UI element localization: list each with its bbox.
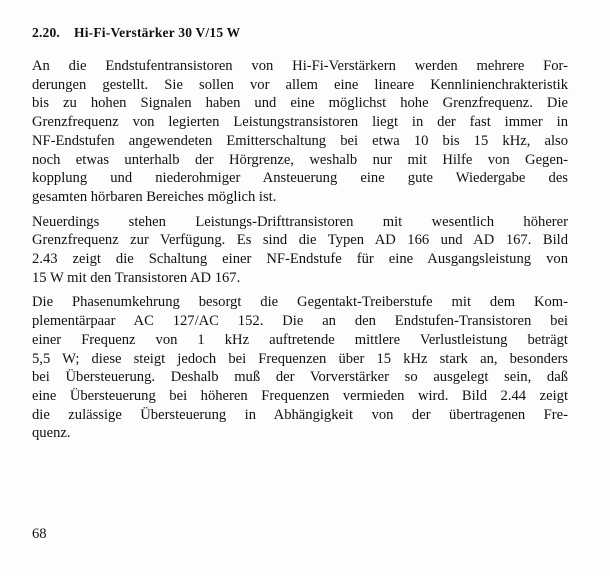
text-line: eine Übersteuerung bei höheren Frequenzen vermieden wird. Bild 2.44 zeigt [32,387,568,404]
section-number: 2.20. [32,25,60,40]
text-line: 2.43 zeigt die Schaltung einer NF-Endstufe für eine Ausgangsleistung von [32,251,568,268]
body-text [32,57,568,449]
text-line: An die Endstufentransistoren von Hi-Fi-Verstärkern werden mehrere For- [32,58,568,74]
text-line: bis zu hohen Signalen haben und eine möglichst hohe Grenzfrequenz. Die [32,95,568,112]
text-line: die zulässige Übersteuerung in Abhängigkeit von der übertragenen Fre- [32,406,568,423]
text-line: plementärpaar AC 127/AC 152. Die an den Endstufen-Transistoren bei [32,313,568,330]
text-line: Neuerdings stehen Leistungs-Drifttransistoren mit wesentlich höherer [32,213,568,230]
text-line: noch etwas unterhalb der Hörgrenze, weshalb nur mit Hilfe von Gegen- [32,151,568,168]
text-line: quenz. [32,425,71,442]
text-line: NF-Endstufen angewendeten Emitterschaltung bei etwa 10 bis 15 kHz, also [32,132,568,149]
section-heading [32,25,240,41]
text-line: bei Übersteuerung. Deshalb muß der Vorverstärker so ausgelegt sein, daß [32,369,568,386]
section-title: Hi-Fi-Verstärker 30 V/15 W [74,25,241,40]
text-line: kopplung und niederohmiger Ansteuerung eine gute Wiedergabe des [32,170,568,187]
text-line: gesamten hörbaren Bereiches möglich ist. [32,188,277,205]
paragraph-1 [32,57,568,207]
text-line: Die Phasenumkehrung besorgt die Gegentakt-Treiberstufe mit dem Kom- [32,294,568,311]
paragraph-2 [32,213,568,288]
text-line: Grenzfrequenz zur Verfügung. Es sind die Typen AD 166 und AD 167. Bild [32,232,568,249]
text-line: 15 W mit den Transistoren AD 167. [32,269,241,286]
text-line: derungen gestellt. Sie sollen vor allem eine lineare Kennlinienchrakteristik [32,76,568,93]
text-line: einer Frequenz von 1 kHz auftretende mittlere Verlustleistung beträgt [32,331,568,348]
text-line: Grenzfrequenz von legierten Leistungstransistoren liegt in der fast immer in [32,114,568,131]
paragraph-3 [32,293,568,443]
text-line: 5,5 W; diese steigt jedoch bei Frequenzen über 15 kHz stark an, besonders [32,350,568,367]
page-number: 68 [32,526,47,542]
